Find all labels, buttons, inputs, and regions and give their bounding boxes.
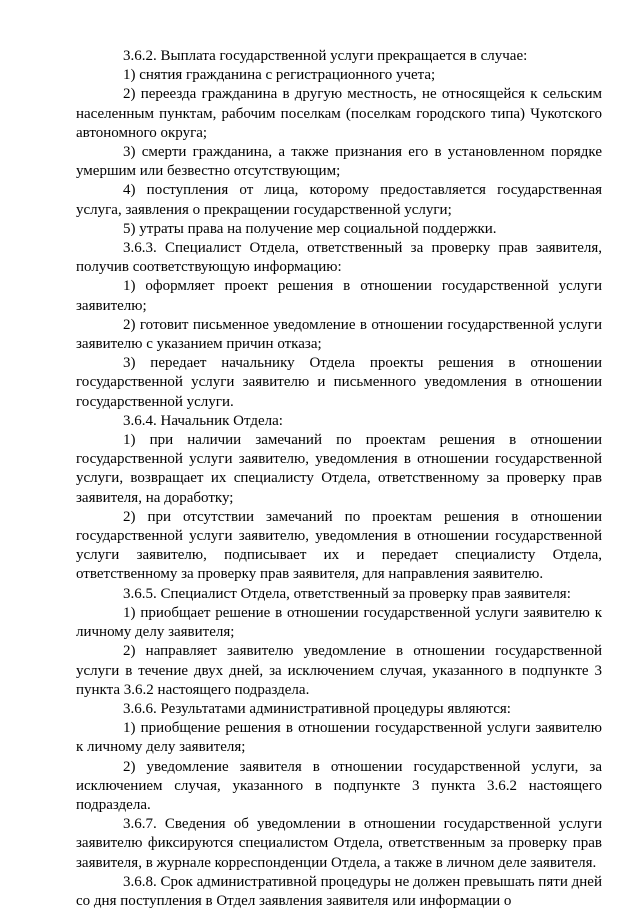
list-item: 1) приобщает решение в отношении государственной услуги заявителю к личному делу заявителя; [76, 604, 602, 641]
paragraph-3-6-8: 3.6.8. Срок административной процедуры не должен превышать пяти дней со дня поступления в Отдел заявления заявителя или информации о [76, 873, 602, 909]
list-item: 4) поступления от лица, которому предоставляется государственная услуга, заявления о прекращении государственной услуги; [76, 182, 602, 218]
list-item: 3) передает начальнику Отдела проекты решения в отношении государственной услуги заявителю и письменного уведомления в отношении государственной услуги. [76, 355, 602, 410]
list-item: 3) смерти гражданина, а также признания его в установленном порядке умершим или безвестно отсутствующим; [76, 144, 602, 180]
list-item: 5) утраты права на получение мер социальной поддержки. [123, 220, 497, 237]
paragraph-3-6-7: 3.6.7. Сведения об уведомлении в отношении государственной услуги заявителю фиксируются специалистом Отдела, ответственным за проверку прав заявителя, в журнале корреспонденции Отдела, а также в личном деле заявителя. [76, 816, 602, 871]
list-item: 2) направляет заявителю уведомление в отношении государственной услуги в течение двух дней, за исключением случая, указанного в подпункте 3 пункта 3.6.2 настоящего подраздела. [76, 643, 602, 698]
list-item: 1) оформляет проект решения в отношении государственной услуги заявителю; [76, 278, 602, 314]
paragraph-3-6-4: 3.6.4. Начальник Отдела: [123, 412, 283, 429]
paragraph-3-6-3: 3.6.3. Специалист Отдела, ответственный за проверку прав заявителя, получив соответствующую информацию: [76, 240, 602, 276]
document-page [76, 47, 602, 911]
list-item: 2) при отсутствии замечаний по проектам решения в отношении государственной услуги заявителю, уведомления в отношении государственной услуги заявителю, подписывает их и передает специалисту Отдела, ответственному за проверку прав заявителя, для направления заявителю. [76, 508, 602, 583]
list-item: 1) при наличии замечаний по проектам решения в отношении государственной услуги заявителю, уведомления в отношении государственной услуги, возвращает их специалисту Отдела, ответственному за проверку прав заявителя, на доработку; [76, 432, 602, 506]
list-item: 1) снятия гражданина с регистрационного учета; [123, 67, 436, 84]
paragraph-3-6-2: 3.6.2. Выплата государственной услуги прекращается в случае: [123, 48, 528, 64]
paragraph-3-6-5: 3.6.5. Специалист Отдела, ответственный за проверку прав заявителя: [123, 585, 571, 602]
list-item: 2) уведомление заявителя в отношении государственной услуги, за исключением случая, указанного в подпункте 3 пункта 3.6.2 настоящего подраздела. [76, 758, 602, 813]
list-item: 1) приобщение решения в отношении государственной услуги заявителю к личному делу заявителя; [76, 720, 602, 756]
list-item: 2) переезда гражданина в другую местность, не относящейся к сельским населенным пунктам, рабочим поселкам (поселкам городского типа) Чукотского автономного округа; [76, 86, 602, 141]
list-item: 2) готовит письменное уведомление в отношении государственной услуги заявителю с указанием причин отказа; [76, 316, 602, 353]
paragraph-3-6-6: 3.6.6. Результатами административной процедуры являются: [123, 700, 511, 717]
